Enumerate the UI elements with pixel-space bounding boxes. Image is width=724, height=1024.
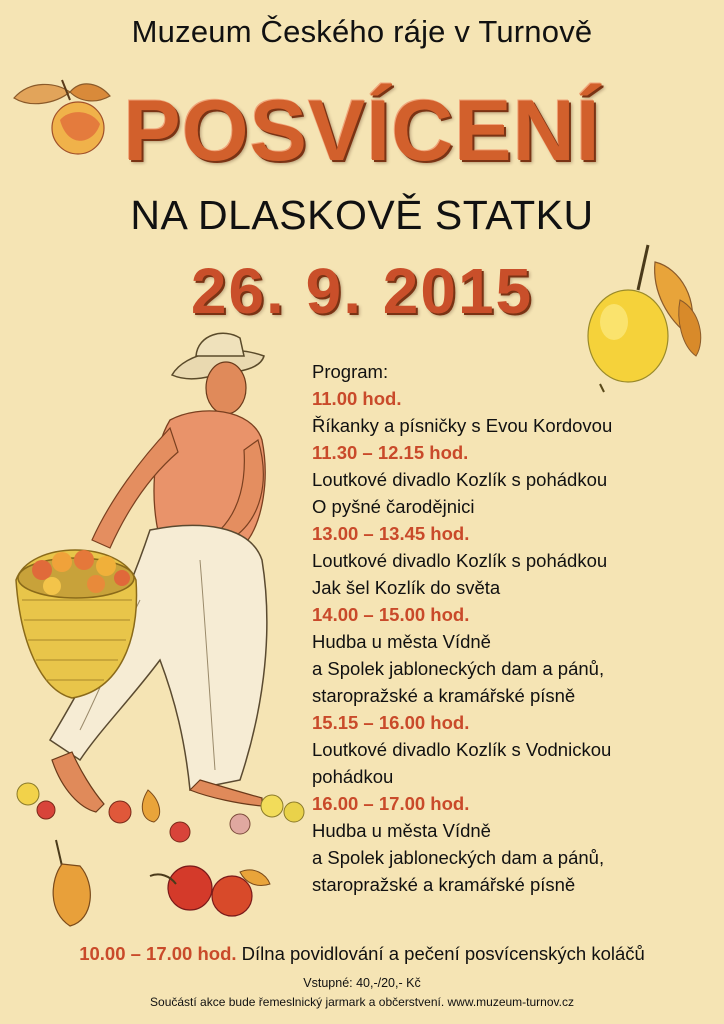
event-title: POSVÍCENÍ: [123, 83, 601, 179]
workshop-line: [0, 943, 724, 965]
fallen-fruit-icon: [17, 783, 304, 926]
program-line: pohádkou: [312, 766, 394, 787]
program-line: staropražské a kramářské písně: [312, 685, 576, 706]
program-list: [312, 358, 712, 898]
program-line: a Spolek jabloneckých dam a pánů,: [312, 847, 605, 868]
program-line: Loutkové divadlo Kozlík s Vodnickou: [312, 739, 612, 760]
event-subtitle: NA DLASKOVĚ STATKU: [130, 192, 594, 238]
program-line: Hudba u města Vídně: [312, 820, 491, 841]
workshop-time: 10.00 – 17.00 hod.: [79, 943, 237, 964]
program-time: 16.00 – 17.00 hod.: [312, 793, 470, 814]
program-line: staropražské a kramářské písně: [312, 874, 576, 895]
entry-fee: Vstupné: 40,-/20,- Kč: [303, 976, 421, 990]
museum-name: Muzeum Českého ráje v Turnově: [131, 14, 593, 49]
program-time: 11.30 – 12.15 hod.: [312, 442, 469, 463]
footer-note: Součástí akce bude řemeslnický jarmark a občerstvení. www.muzeum-turnov.cz: [150, 995, 574, 1009]
program-line: Loutkové divadlo Kozlík s pohádkou: [312, 550, 608, 571]
program-heading: Program:: [312, 361, 389, 382]
program-line: Říkanky a písničky s Evou Kordovou: [312, 415, 613, 436]
event-date: 26. 9. 2015: [190, 255, 534, 327]
workshop-text: Dílna povidlování a pečení posvícenských koláčů: [241, 943, 645, 964]
program-line: Hudba u města Vídně: [312, 631, 491, 652]
program-line: a Spolek jabloneckých dam a pánů,: [312, 658, 605, 679]
program-line: Loutkové divadlo Kozlík s pohádkou: [312, 469, 608, 490]
program-line: Jak šel Kozlík do světa: [312, 577, 501, 598]
program-time: 11.00 hod.: [312, 388, 402, 409]
program-time: 14.00 – 15.00 hod.: [312, 604, 470, 625]
program-time: 15.15 – 16.00 hod.: [312, 712, 470, 733]
program-time: 13.00 – 13.45 hod.: [312, 523, 470, 544]
program-line: O pyšné čarodějnici: [312, 496, 475, 517]
